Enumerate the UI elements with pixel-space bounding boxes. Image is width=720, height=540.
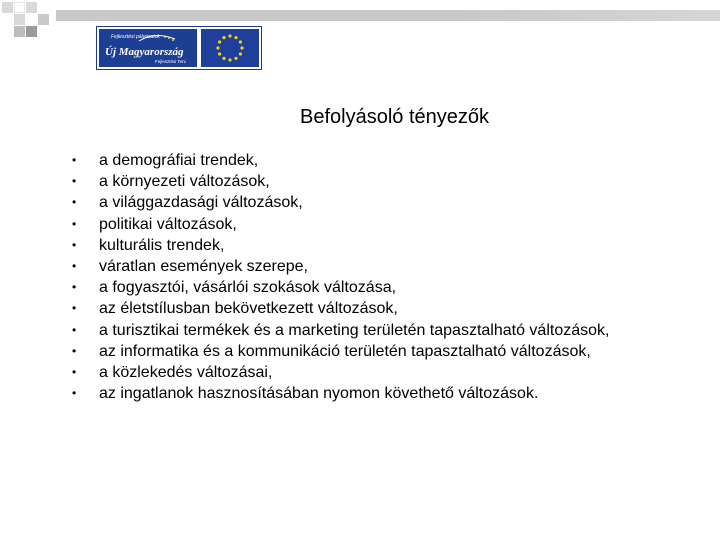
- uj-magyarorszag-logo-graphic: [99, 29, 197, 67]
- list-item: • a turisztikai termékek és a marketing területén tapasztalható változások,: [72, 320, 672, 341]
- logo-top-text: Fejlesztési pályázatok: [111, 34, 160, 40]
- decor-square: [38, 14, 49, 25]
- list-item: • a környezeti változások,: [72, 171, 672, 192]
- decor-square: [2, 2, 13, 13]
- list-item: • a közlekedés változásai,: [72, 362, 672, 383]
- list-item: • az ingatlanok hasznosításában nyomon követhető változások.: [72, 383, 672, 404]
- list-item: • politikai változások,: [72, 214, 672, 235]
- eu-flag-logo: [201, 29, 259, 67]
- list-item: • a demográfiai trendek,: [72, 150, 672, 171]
- eu-stars-icon: [201, 29, 259, 67]
- slide-title-text: Befolyásoló tényezők: [299, 106, 489, 128]
- uj-magyarorszag-logo: [99, 29, 197, 67]
- header-bar: [56, 10, 720, 21]
- decor-square: [26, 2, 37, 13]
- logo-banner: [96, 26, 262, 70]
- decor-square: [38, 2, 49, 13]
- decor-square: [14, 14, 25, 25]
- logo-brand-text: Új Magyarország: [105, 46, 184, 58]
- list-item: • az informatika és a kommunikáció területén tapasztalható változások,: [72, 341, 672, 362]
- list-item: • a világgazdasági változások,: [72, 192, 672, 213]
- bullet-list: [72, 150, 672, 404]
- decor-square: [26, 14, 37, 25]
- decor-square: [14, 2, 25, 13]
- decorative-squares: [0, 0, 60, 44]
- list-item: • kulturális trendek,: [72, 235, 672, 256]
- list-item: • a fogyasztói, vásárlói szokások változása,: [72, 277, 672, 298]
- list-item: • váratlan események szerepe,: [72, 256, 672, 277]
- logo-tag-text: Fejlesztési Terv: [155, 59, 186, 64]
- decor-square: [26, 26, 37, 37]
- decor-square: [14, 26, 25, 37]
- list-item: • az életstílusban bekövetkezett változások,: [72, 298, 672, 319]
- slide-title: [0, 106, 720, 129]
- decor-square: [2, 14, 13, 25]
